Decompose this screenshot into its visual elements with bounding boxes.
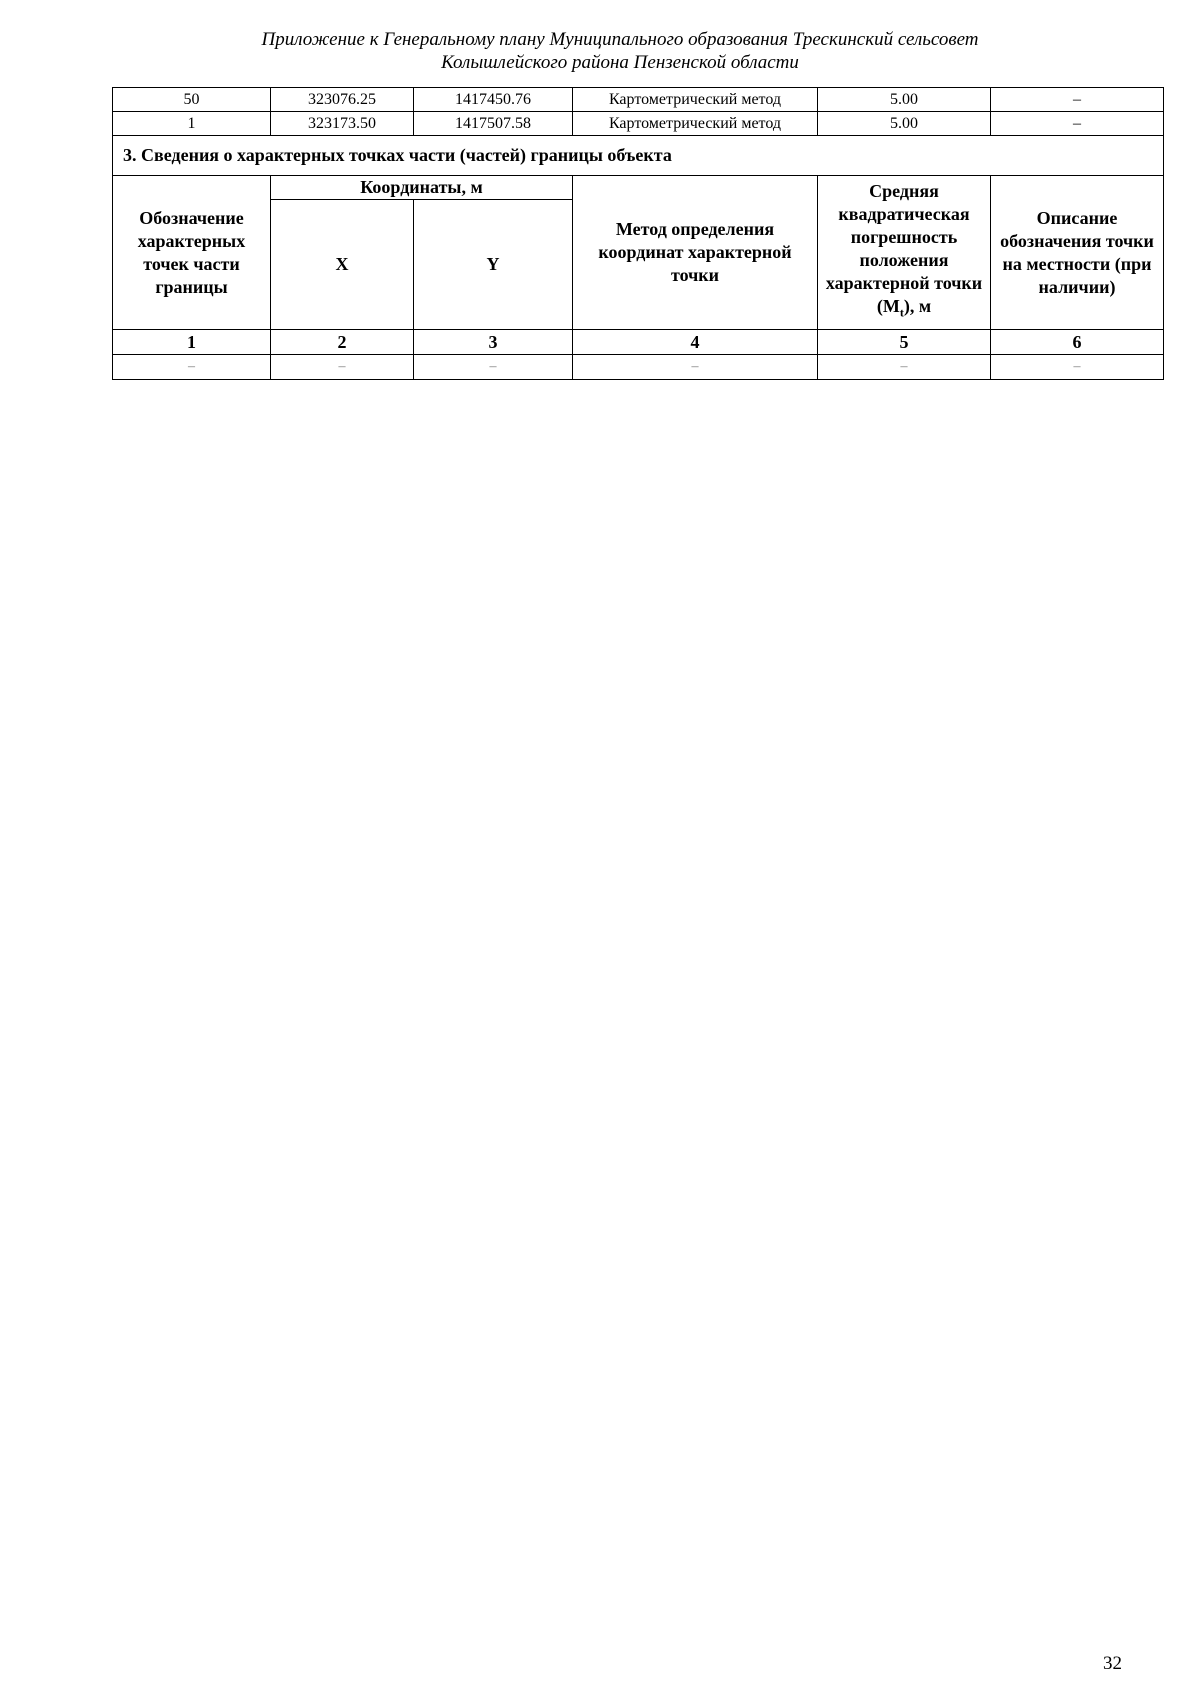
col-x-header: X	[271, 200, 414, 330]
header-row	[113, 176, 1164, 200]
empty-cell: –	[573, 355, 818, 380]
table-row	[113, 355, 1164, 380]
page-number: 32	[1103, 1653, 1122, 1674]
col-y-header: Y	[414, 200, 573, 330]
col-point-header: Обозначение характерных точек части границы	[113, 176, 271, 330]
desc-cell: –	[991, 112, 1164, 136]
section-title: 3. Сведения о характерных точках части (частей) границы объекта	[113, 136, 1164, 176]
error-header-subscript: t	[899, 305, 904, 320]
point-cell: 1	[113, 112, 271, 136]
column-number: 3	[414, 330, 573, 355]
column-number: 6	[991, 330, 1164, 355]
method-cell: Картометрический метод	[573, 88, 818, 112]
column-number: 1	[113, 330, 271, 355]
empty-cell: –	[818, 355, 991, 380]
empty-cell: –	[991, 355, 1164, 380]
x-cell: 323173.50	[271, 112, 414, 136]
x-cell: 323076.25	[271, 88, 414, 112]
error-header-text: Средняя квадратическая погрешность положения характерной точки (M	[825, 181, 983, 317]
col-method-header: Метод определения координат характерной точки	[573, 176, 818, 330]
document-header	[0, 28, 1200, 74]
col-desc-header: Описание обозначения точки на местности (при наличии)	[991, 176, 1164, 330]
section-row	[113, 136, 1164, 176]
column-number: 4	[573, 330, 818, 355]
table-row	[113, 88, 1164, 112]
empty-cell: –	[271, 355, 414, 380]
method-cell: Картометрический метод	[573, 112, 818, 136]
point-cell: 50	[113, 88, 271, 112]
header-line-1: Приложение к Генеральному плану Муниципального образования Трескинский сельсовет	[261, 29, 979, 50]
column-number: 2	[271, 330, 414, 355]
column-number: 5	[818, 330, 991, 355]
header-line-2: Колышлейского района Пензенской области	[441, 52, 799, 73]
table-row	[113, 112, 1164, 136]
desc-cell: –	[991, 88, 1164, 112]
empty-cell: –	[113, 355, 271, 380]
col-error-header	[818, 176, 991, 330]
col-coords-header: Координаты, м	[271, 176, 573, 200]
error-cell: 5.00	[818, 88, 991, 112]
empty-cell: –	[414, 355, 573, 380]
error-header-tail: ), м	[903, 296, 932, 317]
boundary-points-table	[112, 87, 1164, 380]
error-cell: 5.00	[818, 112, 991, 136]
column-numbers-row	[113, 330, 1164, 355]
y-cell: 1417507.58	[414, 112, 573, 136]
y-cell: 1417450.76	[414, 88, 573, 112]
